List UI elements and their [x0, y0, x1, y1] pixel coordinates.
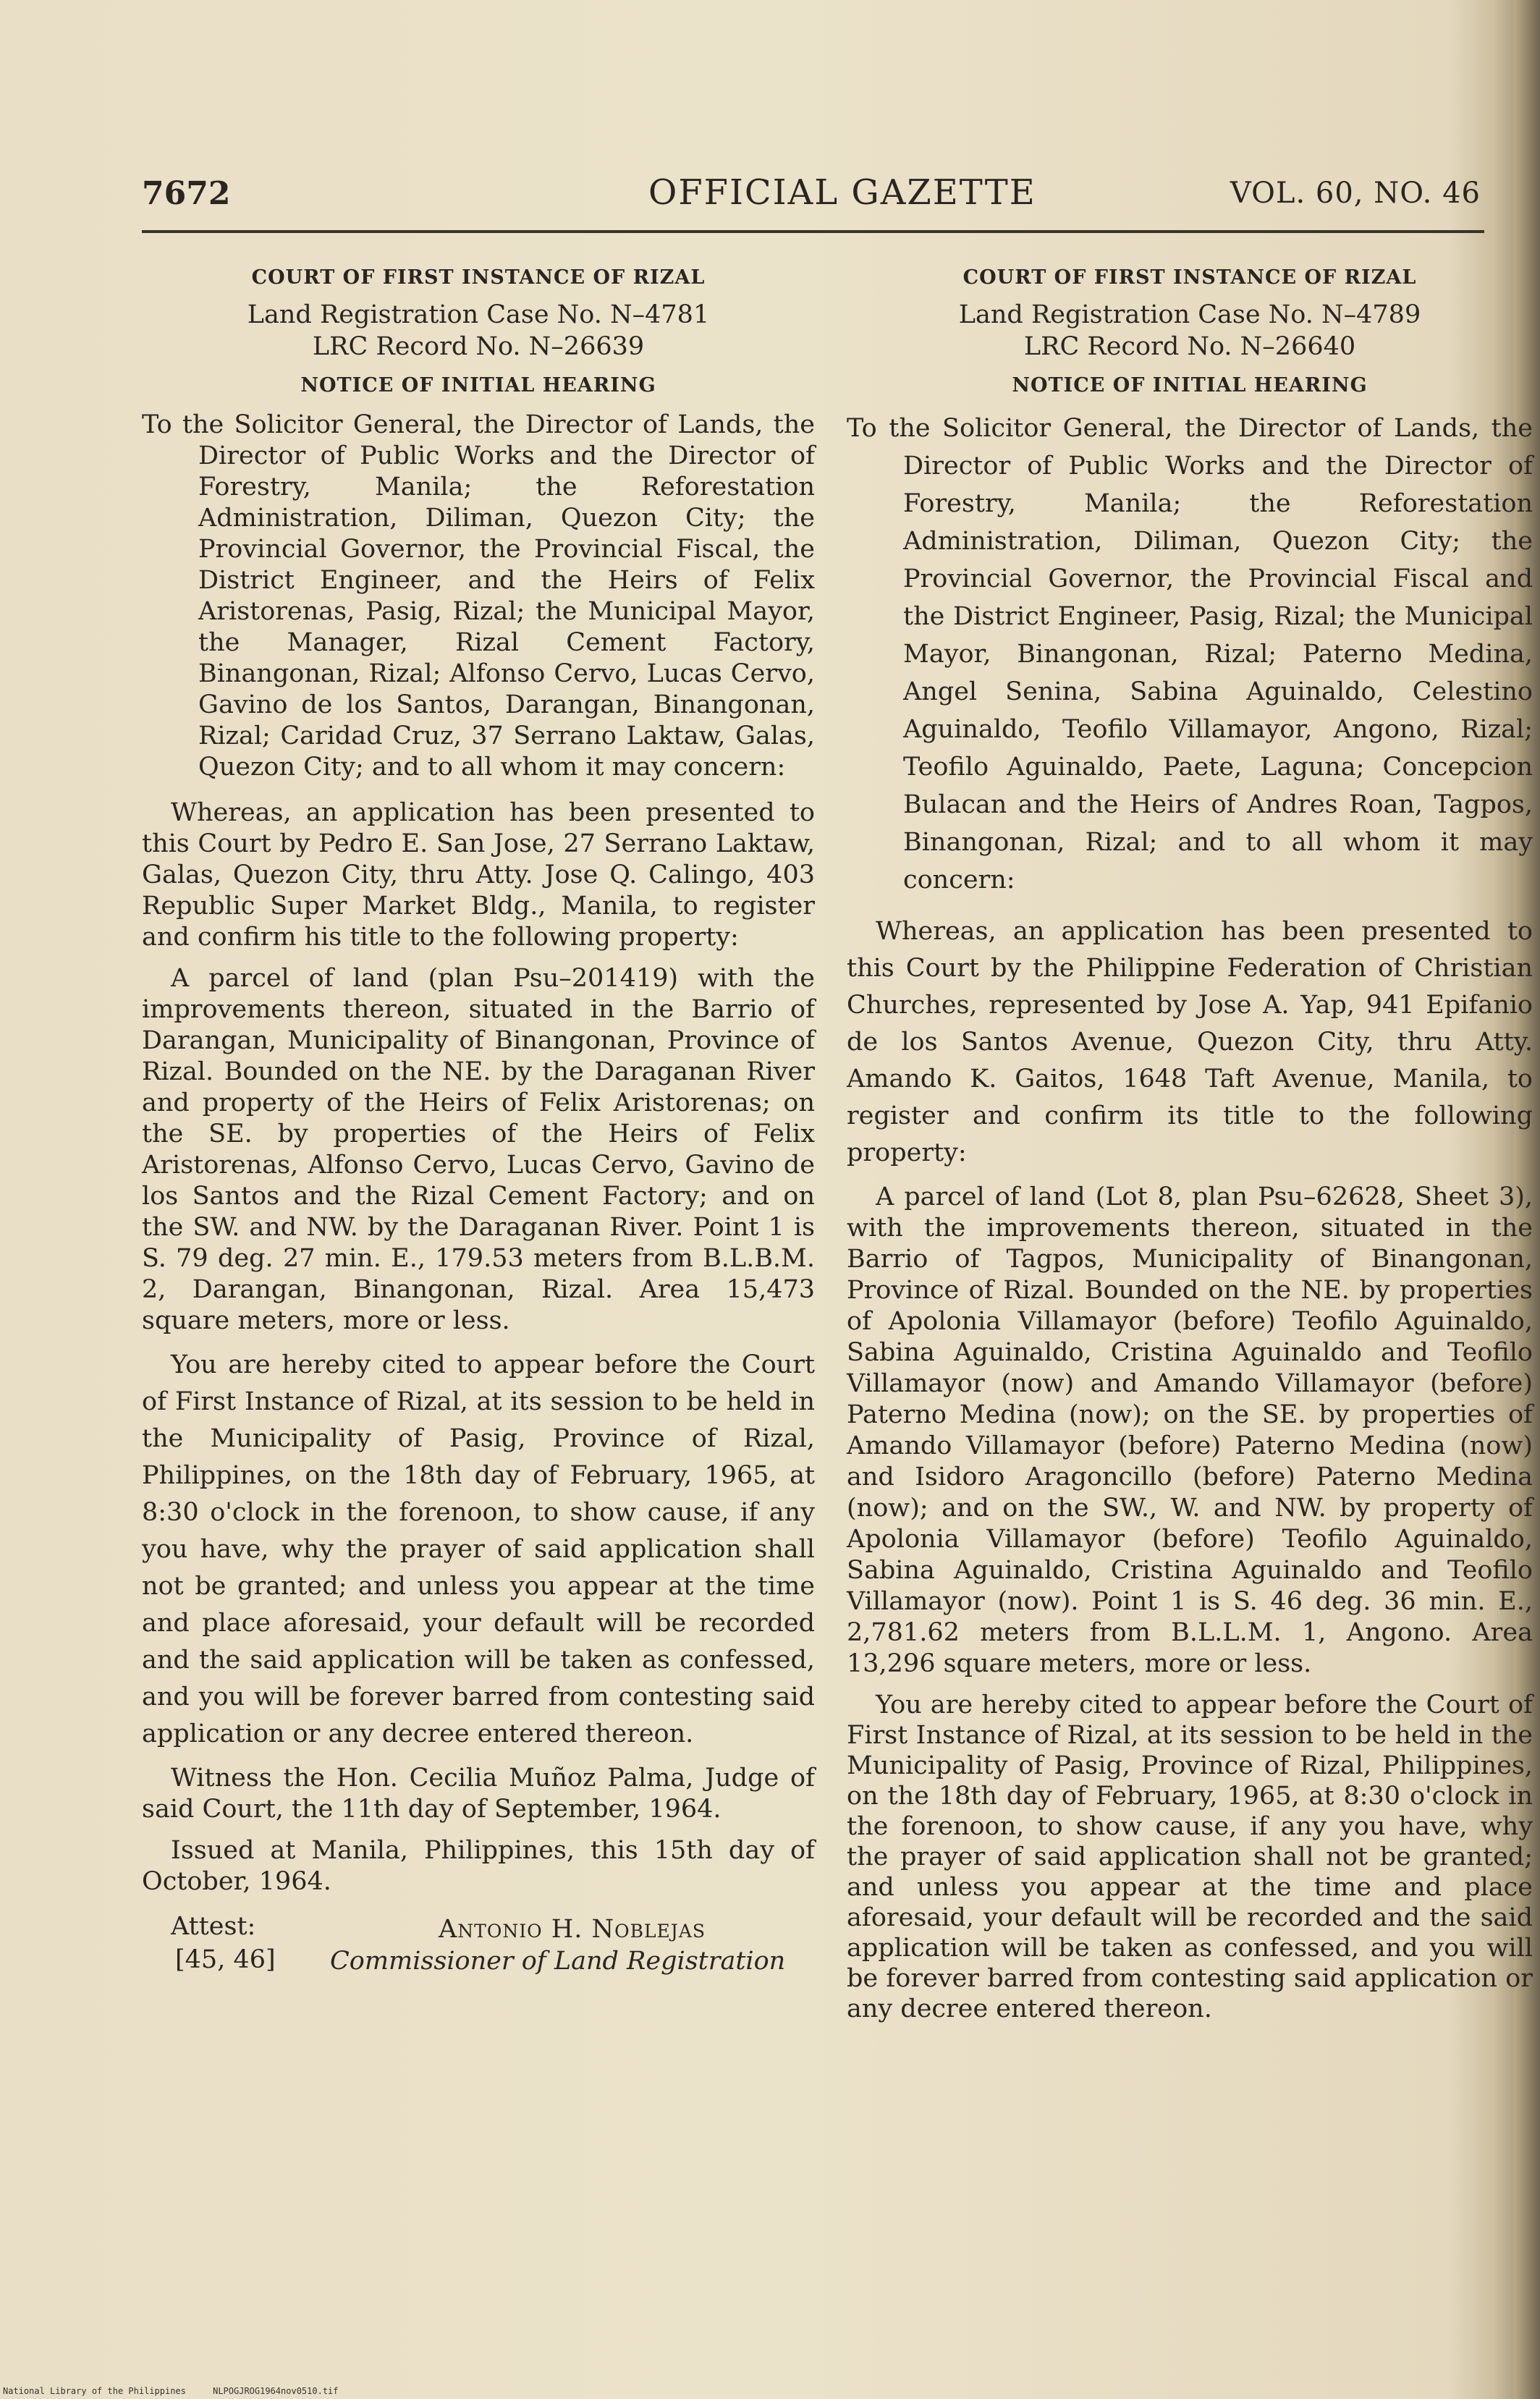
whereas-paragraph: Whereas, an application has been presented to this Court by the Philippine Federation of Christian Churches, represented by Jose A. Yap, 941 Epifanio de los Santos Avenue, Quezon City, thru Atty. Amando K. Gaitos, 1648 Taft Avenue, Manila, to register and confirm its title to the following property:	[847, 917, 1533, 1167]
volume-number: VOL. 60, NO. 46	[1230, 177, 1481, 210]
header-rule	[142, 230, 1484, 233]
signer-title: Commissioner of Land Registration	[330, 1947, 786, 1976]
court-heading: COURT OF FIRST INSTANCE OF RIZAL	[962, 266, 1417, 289]
attestation-block	[142, 1912, 815, 1984]
scan-footer	[3, 2386, 360, 2396]
court-heading: COURT OF FIRST INSTANCE OF RIZAL	[251, 266, 706, 289]
publication-title: OFFICIAL GAZETTE	[648, 172, 1036, 213]
citation-paragraph: You are hereby cited to appear before the Court of First Instance of Rizal, at its session to be held in the Municipality of Pasig, Province of Rizal, Philippines, on the 18th day of February, 1965, at 8:30 o'clock in the forenoon, to show cause, if any you have, why the prayer of said application shall not be granted; and unless you appear at the time and place aforesaid, your default will be recorded and the said application will be taken as confessed, and you will be forever barred from contesting said application or any decree entered thereon.	[847, 1691, 1533, 2023]
citation-paragraph: You are hereby cited to appear before the Court of First Instance of Rizal, at its session to be held in the Municipality of Pasig, Province of Rizal, Philippines, on the 18th day of February, 1965, at 8:30 o'clock in the forenoon, to show cause, if any you have, why the prayer of said application shall not be granted; and unless you appear at the time and place aforesaid, your default will be recorded and the said application will be taken as confessed, and you will be forever barred from contesting said application or any decree entered thereon.	[142, 1350, 815, 1748]
scan-filename: NLPOGJROG1964nov0510.tif	[213, 2386, 339, 2396]
parcel-description: A parcel of land (Lot 8, plan Psu–62628, Sheet 3), with the improvements thereon, situated in the Barrio of Tagpos, Municipality of Binangonan, Province of Rizal. Bounded on the NE. by properties of Apolonia Villamayor (before) Teofilo Aguinaldo, Sabina Aguinaldo, Cristina Aguinaldo and Teofilo Villamayor (now) and Amando Villamayor (before) Paterno Medina (now); on the SE. by properties of Amando Villamayor (before) Paterno Medina (now) and Isidoro Aragoncillo (before) Paterno Medina (now); and on the SW., W. and NW. by property of Apolonia Villamayor (before) Teofilo Aguinaldo, Sabina Aguinaldo, Cristina Aguinaldo and Teofilo Villamayor (now). Point 1 is S. 46 deg. 36 min. E., 2,781.62 meters from B.L.L.M. 1, Angono. Area 13,296 square meters, more or less.	[847, 1182, 1533, 1678]
issue-reference: [45, 46]	[175, 1945, 276, 1974]
notice-heading: NOTICE OF INITIAL HEARING	[300, 374, 656, 397]
witness-paragraph: Witness the Hon. Cecilia Muñoz Palma, Judge of said Court, the 11th day of September, 1964.	[142, 1764, 815, 1824]
whereas-paragraph: Whereas, an application has been presented to this Court by Pedro E. San Jose, 27 Serrano Laktaw, Galas, Quezon City, thru Atty. Jose Q. Calingo, 403 Republic Super Market Bldg., Manila, to register and confirm his title to the following property:	[142, 798, 815, 952]
lrc-record-number: LRC Record No. N–26640	[1023, 332, 1356, 361]
addressees-paragraph: To the Solicitor General, the Director of Lands, the Director of Public Works and the Director of Forestry, Manila; the Reforestation Administration, Diliman, Quezon City; the Provincial Governor, the Provincial Fiscal, the District Engineer, and the Heirs of Felix Aristorenas, Pasig, Rizal; the Municipal Mayor, the Manager, Rizal Cement Factory, Binangonan, Rizal; Alfonso Cervo, Lucas Cervo, Gavino de los Santos, Darangan, Binangonan, Rizal; Caridad Cruz, 37 Serrano Laktaw, Galas, Quezon City; and to all whom it may concern:	[142, 410, 815, 782]
case-number: Land Registration Case No. N–4789	[958, 300, 1421, 329]
signer-name: Antonio H. Noblejas	[439, 1915, 706, 1944]
page-header	[142, 172, 1481, 223]
page-number: 7672	[142, 175, 231, 212]
left-column	[142, 261, 815, 1984]
parcel-description: A parcel of land (plan Psu–201419) with the improvements thereon, situated in the Barrio of Darangan, Municipality of Binangonan, Province of Rizal. Bounded on the NE. by the Daraganan River and property of the Heirs of Felix Aristorenas; on the SE. by properties of the Heirs of Felix Aristorenas, Alfonso Cervo, Lucas Cervo, Gavino de los Santos and the Rizal Cement Factory; and on the SW. and NW. by the Daraganan River. Point 1 is S. 79 deg. 27 min. E., 179.53 meters from B.L.B.M. 2, Darangan, Binangonan, Rizal. Area 15,473 square meters, more or less.	[142, 964, 815, 1335]
case-number: Land Registration Case No. N–4781	[247, 300, 710, 329]
right-column	[847, 261, 1533, 2034]
addressees-paragraph: To the Solicitor General, the Director of Lands, the Director of Public Works and the Director of Forestry, Manila; the Reforestation Administration, Diliman, Quezon City; the Provincial Governor, the Provincial Fiscal and the District Engineer, Pasig, Rizal; the Municipal Mayor, Binangonan, Rizal; Paterno Medina, Angel Senina, Sabina Aguinaldo, Celestino Aguinaldo, Teofilo Villamayor, Angono, Rizal; Teofilo Aguinaldo, Paete, Laguna; Concepcion Bulacan and the Heirs of Andres Roan, Tagpos, Binangonan, Rizal; and to all whom it may concern:	[847, 414, 1533, 894]
issued-paragraph: Issued at Manila, Philippines, this 15th day of October, 1964.	[142, 1836, 815, 1896]
source-library: National Library of the Philippines	[3, 2386, 186, 2396]
lrc-record-number: LRC Record No. N–26639	[312, 332, 645, 361]
attest-label: Attest:	[171, 1912, 256, 1941]
notice-heading: NOTICE OF INITIAL HEARING	[1012, 374, 1368, 397]
